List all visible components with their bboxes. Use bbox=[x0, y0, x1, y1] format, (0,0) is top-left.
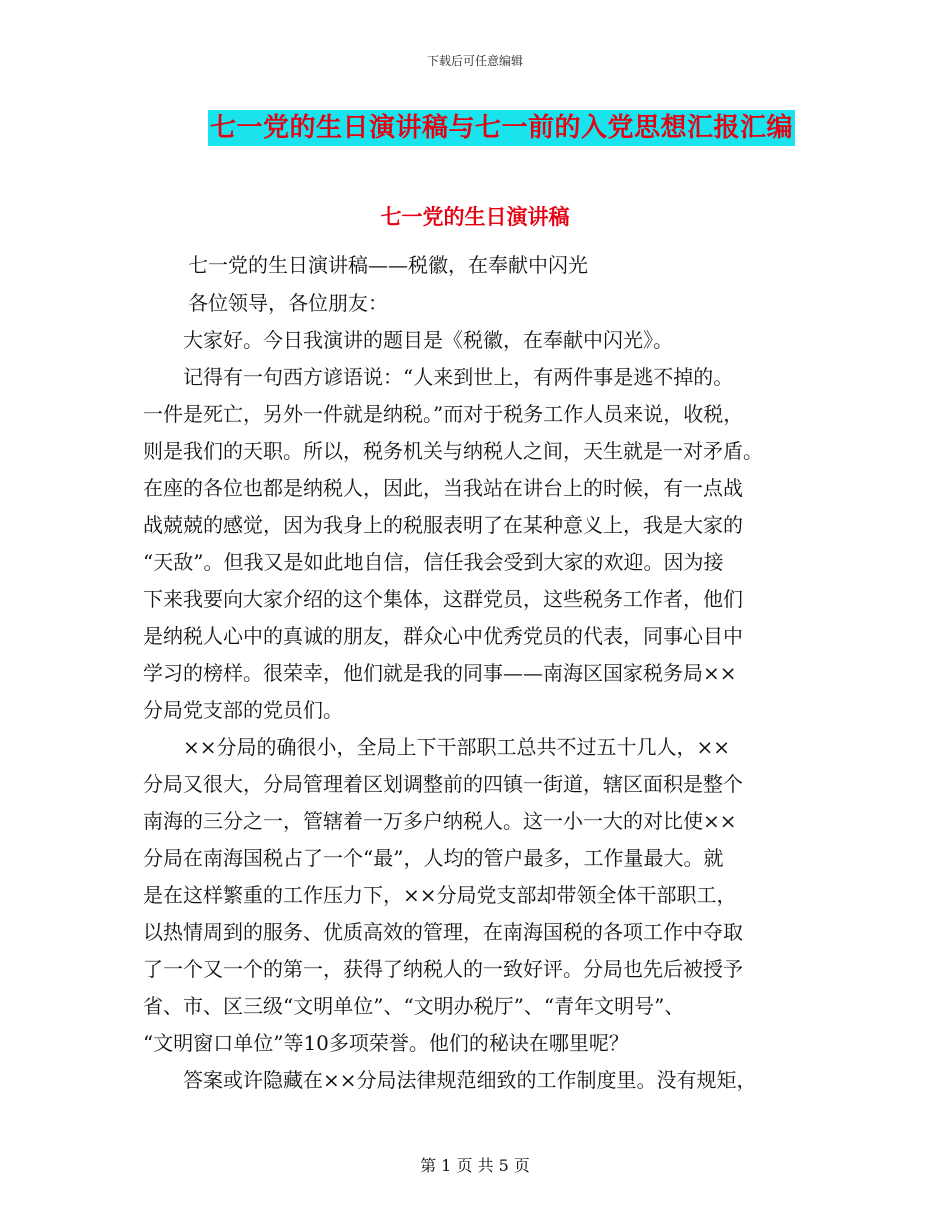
body-line: 记得有一句西方谚语说：“人来到世上，有两件事是逃不掉的。 bbox=[183, 365, 734, 389]
body-line: 七一党的生日演讲稿——税徽，在奉献中闪光 bbox=[188, 253, 588, 277]
body-line: ××分局的确很小，全局上下干部职工总共不过五十几人，×× bbox=[183, 735, 731, 759]
body-line: 是纳税人心中的真诚的朋友，群众心中优秀党员的代表，同事心目中 bbox=[143, 624, 743, 648]
body-line: 则是我们的天职。所以，税务机关与纳税人之间，天生就是一对矛盾。 bbox=[143, 439, 763, 463]
body-line: 各位领导，各位朋友： bbox=[188, 291, 388, 315]
body-line: 以热情周到的服务、优质高效的管理，在南海国税的各项工作中夺取 bbox=[143, 920, 743, 944]
document-title-block bbox=[208, 110, 795, 146]
body-line: 答案或许隐藏在××分局法律规范细致的工作制度里。没有规矩， bbox=[183, 1068, 757, 1092]
body-line: 下来我要向大家介绍的这个集体，这群党员，这些税务工作者，他们 bbox=[143, 587, 743, 611]
body-line: “天敌”。但我又是如此地自信，信任我会受到大家的欢迎。因为接 bbox=[143, 550, 724, 574]
section-title: 七一党的生日演讲稿 bbox=[380, 204, 570, 229]
body-line: 一件是死亡，另外一件就是纳税。”而对于税务工作人员来说，收税， bbox=[143, 402, 744, 426]
body-line: 在座的各位也都是纳税人，因此，当我站在讲台上的时候，有一点战 bbox=[143, 476, 743, 500]
body-line: 是在这样繁重的工作压力下，××分局党支部却带领全体干部职工， bbox=[143, 883, 737, 907]
body-line: 分局在南海国税占了一个“最”，人均的管户最多，工作量最大。就 bbox=[143, 846, 724, 870]
body-line: 南海的三分之一，管辖着一万多户纳税人。这一小一大的对比使×× bbox=[143, 809, 737, 833]
body-line: 了一个又一个的第一，获得了纳税人的一致好评。分局也先后被授予 bbox=[143, 957, 743, 981]
header-note: 下载后可任意编辑 bbox=[426, 54, 523, 68]
document-title: 七一党的生日演讲稿与七一前的入党思想汇报汇编 bbox=[208, 110, 795, 146]
body-line: 战兢兢的感觉，因为我身上的税服表明了在某种意义上，我是大家的 bbox=[143, 513, 743, 537]
body-line: 分局又很大，分局管理着区划调整前的四镇一街道，辖区面积是整个 bbox=[143, 772, 743, 796]
body-line: 学习的榜样。很荣幸，他们就是我的同事——南海区国家税务局×× bbox=[143, 661, 737, 685]
body-line: 大家好。今日我演讲的题目是《税徽，在奉献中闪光》。 bbox=[183, 328, 673, 352]
body-line: 省、市、区三级“文明单位”、“文明办税厅”、“青年文明号”、 bbox=[143, 994, 685, 1018]
body-line: “文明窗口单位”等10多项荣誉。他们的秘诀在哪里呢？ bbox=[143, 1031, 629, 1055]
page-number-footer: 第 1 页 共 5 页 bbox=[420, 1156, 530, 1175]
body-line: 分局党支部的党员们。 bbox=[143, 698, 343, 722]
